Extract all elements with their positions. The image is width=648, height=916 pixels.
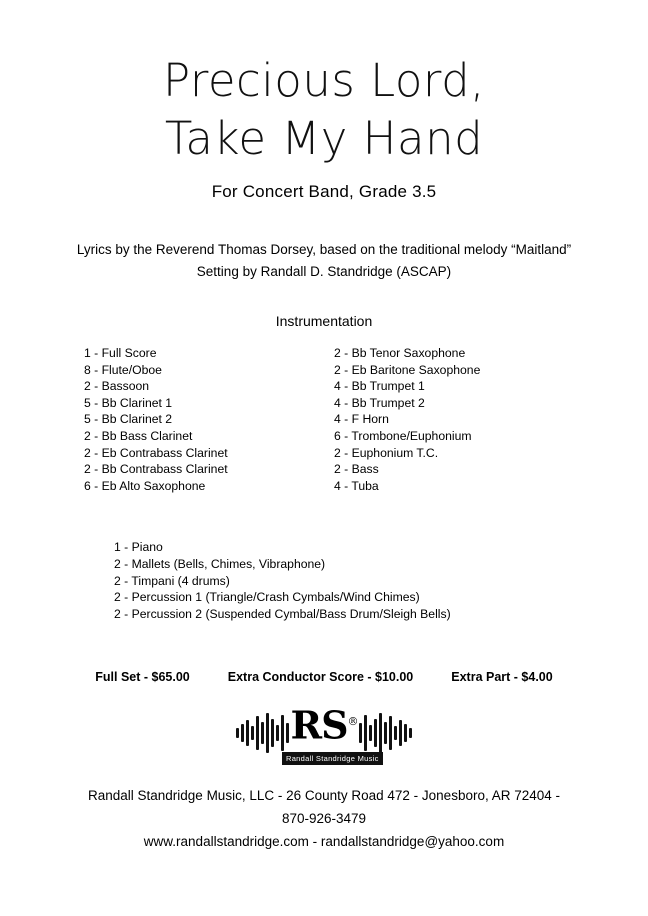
publisher-logo [0, 700, 648, 766]
percussion-list [0, 539, 648, 622]
list-item: 2 - Eb Contrabass Clarinet [84, 445, 228, 460]
list-item: 5 - Bb Clarinet 1 [84, 395, 173, 410]
page-title-line-2: Take My Hand [164, 112, 484, 165]
registered-icon: ® [347, 715, 358, 729]
list-item: 5 - Bb Clarinet 2 [84, 412, 173, 427]
audio-waveform-icon-mirrored [359, 708, 412, 758]
list-item: 2 - Percussion 2 (Suspended Cymbal/Bass Drum/Sleigh Bells) [114, 606, 451, 621]
credits-lyrics: Lyrics by the Reverend Thomas Dorsey, based on the traditional melody “Maitland” [76, 242, 572, 257]
credits-setting: Setting by Randall D. Standridge (ASCAP) [196, 264, 452, 279]
price-extra-score: Extra Conductor Score - $10.00 [227, 670, 414, 685]
footer-web: www.randallstandridge.com - randallstandridge@yahoo.com [143, 834, 505, 850]
instrumentation-left-column [84, 345, 314, 494]
list-item: 1 - Full Score [84, 346, 157, 360]
logo-initials-text: RS [290, 702, 348, 748]
list-item: 2 - Euphonium T.C. [334, 445, 439, 460]
instrumentation-section [0, 345, 648, 494]
footer-address: Randall Standridge Music, LLC - 26 County Road 472 - Jonesboro, AR 72404 - [87, 788, 561, 804]
title-block [0, 52, 648, 168]
footer-phone: 870-926-3479 [281, 811, 367, 827]
list-item: 2 - Mallets (Bells, Chimes, Vibraphone) [114, 556, 326, 571]
price-full-set: Full Set - $65.00 [95, 670, 190, 685]
page-title-line-1: Precious Lord, [163, 54, 485, 107]
logo-initials [282, 700, 366, 748]
score-cover-page [0, 52, 648, 916]
instrumentation-heading: Instrumentation [275, 313, 373, 329]
list-item: 8 - Flute/Oboe [84, 362, 162, 377]
list-item: 2 - Bb Contrabass Clarinet [84, 462, 228, 477]
subtitle: For Concert Band, Grade 3.5 [211, 182, 437, 201]
list-item: 6 - Trombone/Euphonium [334, 428, 472, 443]
price-extra-part: Extra Part - $4.00 [451, 670, 553, 685]
list-item: 4 - Bb Trumpet 2 [334, 395, 425, 410]
list-item: 2 - Bb Tenor Saxophone [334, 346, 466, 360]
credits-block [0, 239, 648, 283]
list-item: 1 - Piano [114, 540, 163, 555]
list-item: 2 - Bass [334, 462, 379, 477]
instrumentation-right-column [326, 345, 564, 494]
list-item: 4 - F Horn [334, 412, 389, 427]
list-item: 2 - Percussion 1 (Triangle/Crash Cymbals/Wind Chimes) [114, 590, 420, 605]
list-item: 2 - Eb Baritone Saxophone [334, 362, 481, 377]
list-item: 2 - Bb Bass Clarinet [84, 428, 193, 443]
list-item: 6 - Eb Alto Saxophone [84, 478, 206, 493]
list-item: 4 - Tuba [334, 478, 379, 493]
pricing-row [0, 670, 648, 684]
list-item: 2 - Bassoon [84, 379, 150, 394]
logo-label: Randall Standridge Music [282, 752, 383, 765]
list-item: 4 - Bb Trumpet 1 [334, 379, 425, 394]
list-item: 2 - Timpani (4 drums) [114, 573, 230, 588]
footer-contact [0, 784, 648, 853]
